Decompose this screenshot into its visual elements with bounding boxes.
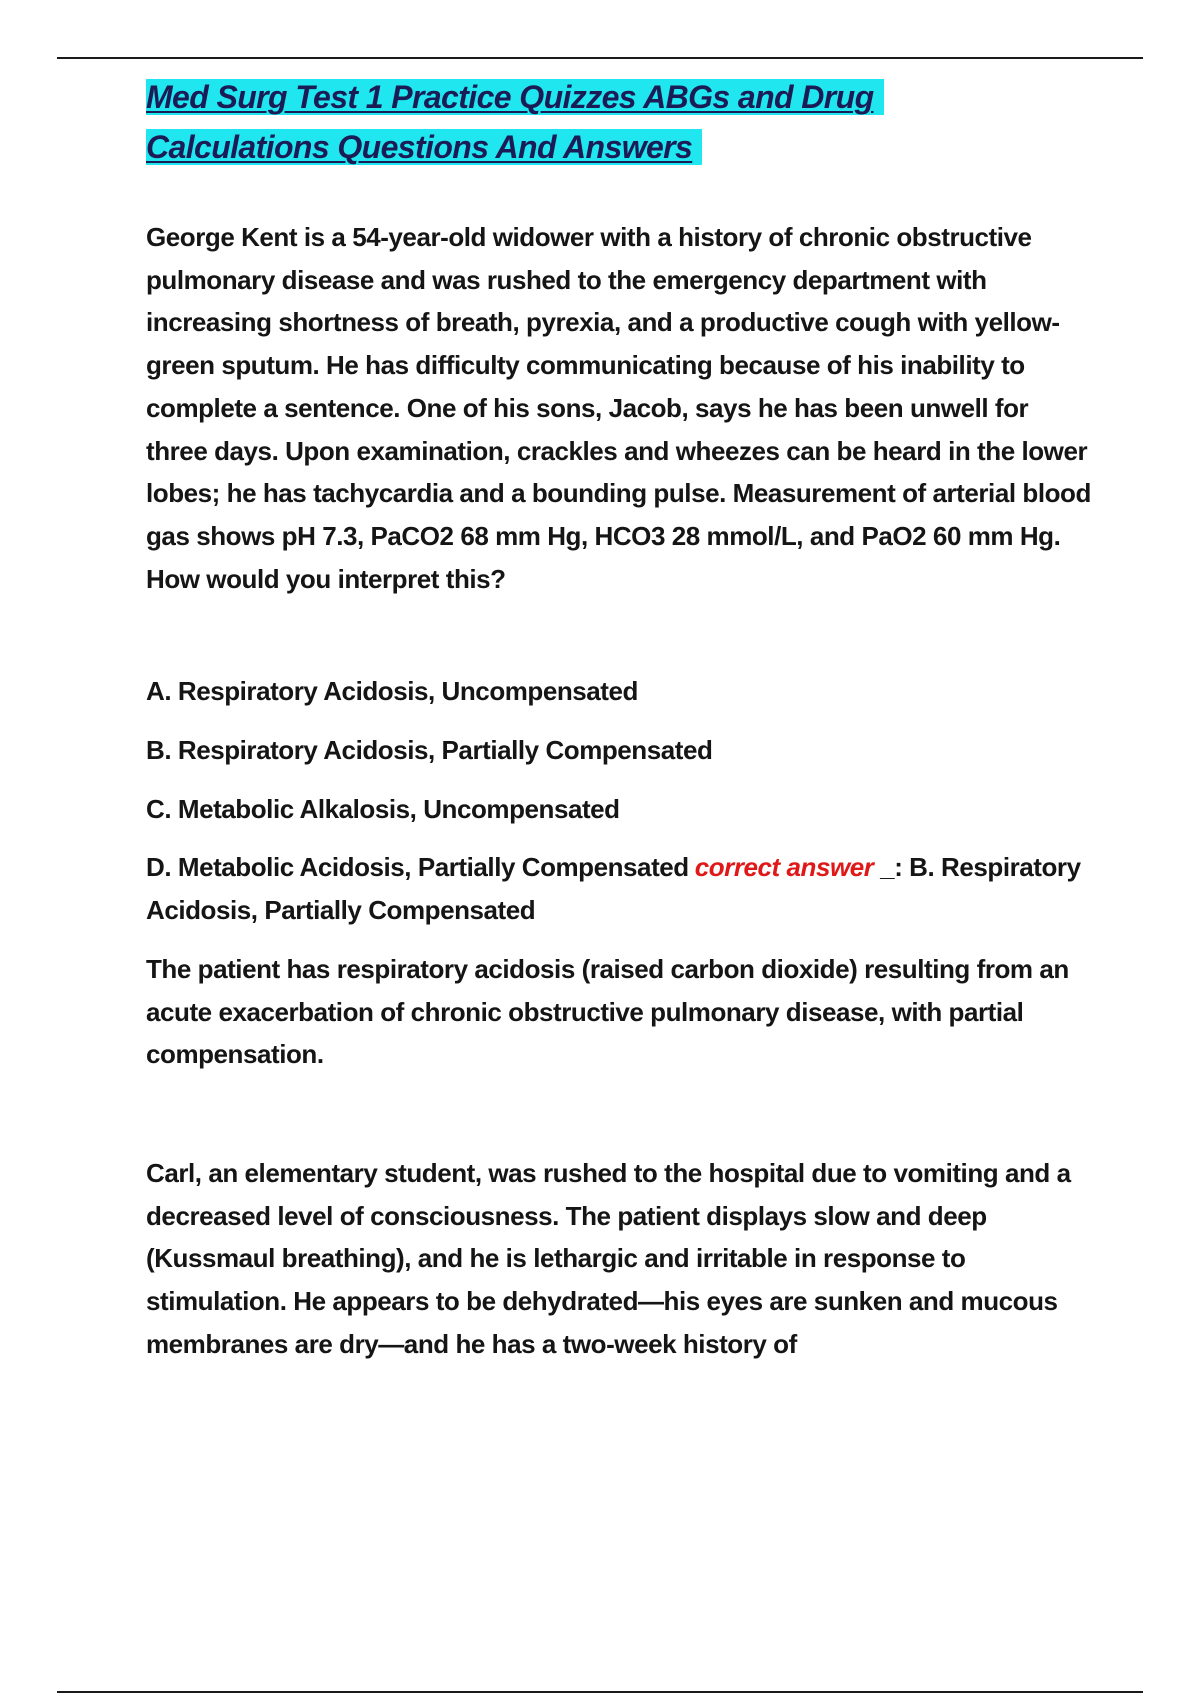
- option-a: A. Respiratory Acidosis, Uncompensated: [146, 676, 638, 707]
- page-content: [146, 72, 1096, 1365]
- option-c: C. Metabolic Alkalosis, Uncompensated: [146, 793, 620, 824]
- question-2-stem: Carl, an elementary student, was rushed to the hospital due to vomiting and a decreased level of consciousness. The patient displays slow and deep (Kussmaul breathing), and he is lethargic and irritable in response to stimulation. He appears to be dehydrated—his eyes are sunken and mucous membranes are dry—and he has a two-week history of: [146, 1157, 1071, 1359]
- document-title: [146, 72, 1096, 172]
- option-d-with-answer: [146, 846, 1096, 931]
- question-1-explanation: The patient has respiratory acidosis (raised carbon dioxide) resulting from an acute exacerbation of chronic obstructive pulmonary disease, with partial compensation.: [146, 953, 1069, 1070]
- option-b: B. Respiratory Acidosis, Partially Compensated: [146, 735, 713, 766]
- title-line-1: Med Surg Test 1 Practice Quizzes ABGs and Drug: [146, 79, 884, 115]
- correct-answer-text: _: B. Respiratory Acidosis, Partially Compensated: [146, 852, 1081, 926]
- title-line-2: Calculations Questions And Answers: [146, 129, 702, 165]
- correct-answer-label: correct answer: [694, 852, 874, 883]
- option-d: D. Metabolic Acidosis, Partially Compensated: [146, 852, 689, 883]
- question-1-options: [146, 670, 1096, 932]
- bottom-rule: [57, 1691, 1143, 1693]
- top-rule: [57, 57, 1143, 59]
- question-1-stem: George Kent is a 54-year-old widower with a history of chronic obstructive pulmonary disease and was rushed to the emergency department with increasing shortness of breath, pyrexia, and a productive cough with yellow-green sputum. He has difficulty communicating because of his inability to complete a sentence. One of his sons, Jacob, says he has been unwell for three days. Upon examination, crackles and wheezes can be heard in the lower lobes; he has tachycardia and a bounding pulse. Measurement of arterial blood gas shows pH 7.3, PaCO2 68 mm Hg, HCO3 28 mmol/L, and PaO2 60 mm Hg. How would you interpret this?: [146, 222, 1091, 594]
